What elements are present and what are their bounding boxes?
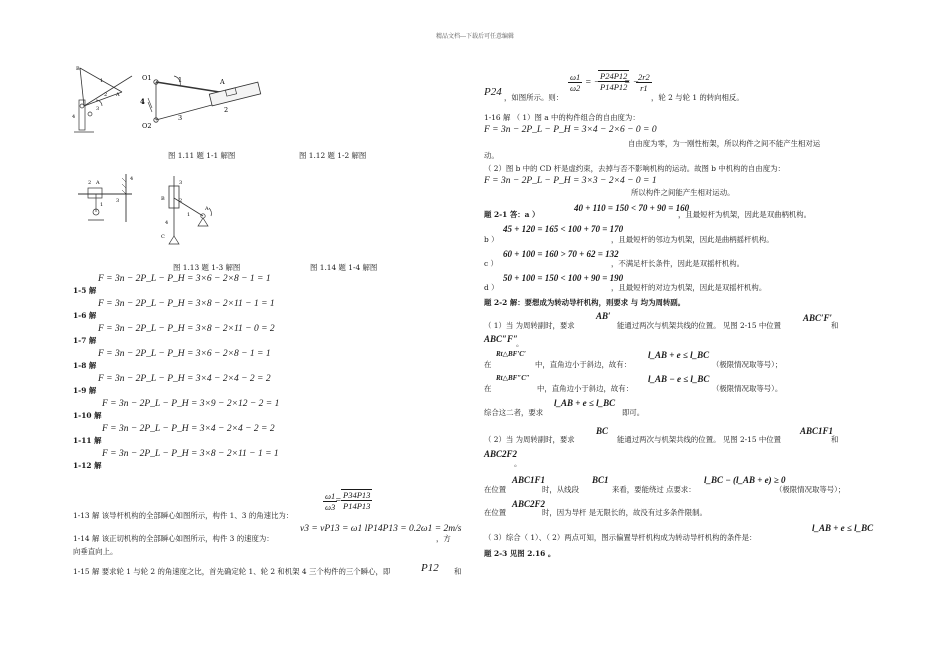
- formula-1-5: F = 3n − 2P_L − P_H = 3×6 − 2×8 − 1 = 1: [98, 274, 271, 284]
- q21-text-d: ，且最短杆的对边为机架，因此是双摇杆机构。: [611, 283, 767, 292]
- q22-line4-formula: l_AB + e ≤ l_BC: [554, 398, 616, 408]
- q22-line3-symbol: Rt△BF″C″: [496, 374, 530, 382]
- formula-1-9: F = 3n − 2P_L − P_H = 3×4 − 2×4 − 2 = 2: [98, 374, 271, 384]
- q21-title: 题 2-1 答：a ）: [484, 210, 540, 219]
- figure-1-13-label-1: 1: [100, 202, 104, 208]
- figure-1-13-label-3: 3: [116, 198, 120, 204]
- figure-1-14-label-c: C: [161, 234, 165, 240]
- q22-line8-a: （ 3）综合（ 1）、（ 2）两点可知，图示偏置导杆机构成为转动导杆机构的条件是：: [484, 533, 757, 542]
- page-header: 精品文档---下载后可任意编辑: [435, 33, 515, 40]
- q22-line7-b: 时，因为导杆 是无限长的，故没有过多条件限制。: [542, 508, 707, 517]
- label-1-8: 1-8 解: [73, 361, 97, 370]
- figure-1-12-label-3: 3: [178, 114, 183, 122]
- q15-symbol-p12: P12: [421, 562, 439, 574]
- q22-p2-symbol: BC: [596, 426, 609, 436]
- q22-line6-symbol: ABC1F1: [512, 475, 546, 485]
- label-1-10: 1-10 解: [73, 411, 102, 420]
- q14-line2: 向垂直向上。: [73, 547, 118, 556]
- q13-text: 1-13 解 该导杆机构的全部瞬心如图所示，构件 1、3 的角速比为：: [73, 511, 294, 520]
- figure-1-11-label-2: 2: [104, 92, 108, 98]
- q16-formula-a: F = 3n − 2P_L − P_H = 3×4 − 2×6 − 0 = 0: [484, 125, 657, 135]
- q22-line7-a: 在位置: [484, 508, 507, 517]
- figure-1-11-label-3: 3: [96, 106, 100, 112]
- figure-1-12-label-2: 2: [224, 106, 229, 114]
- figure-1-14-diagram: [155, 172, 221, 246]
- formula-1-7: F = 3n − 2P_L − P_H = 3×8 − 2×11 − 0 = 2: [98, 324, 275, 334]
- q22-line6-symbol-2: BC1: [592, 475, 609, 485]
- q22-line2-formula: l_AB + e ≤ l_BC: [648, 350, 710, 360]
- figure-1-12-diagram: [138, 68, 268, 130]
- r-top-fraction-r: $\frac{2r2}{r1}$: [638, 72, 650, 94]
- figure-1-13-label-a: A: [96, 180, 100, 186]
- formula-1-8: F = 3n − 2P_L − P_H = 3×6 − 2×8 − 1 = 1: [98, 349, 271, 359]
- q16-text-1b: 动。: [484, 151, 499, 160]
- q21-label-b: b ）: [484, 235, 499, 244]
- q21-text-a: ，且最短杆为机架，因此是双曲柄机构。: [678, 210, 812, 219]
- q16-title: 1-16 解 （ 1）图 a 中的构件组合的自由度为：: [484, 113, 640, 122]
- q22-p1-position-1: ABC′F′: [803, 313, 833, 323]
- figure-1-14-label-a: A: [205, 206, 209, 212]
- q22-p1-text-a: （ 1）当 为周转副时，要求: [484, 321, 575, 330]
- q22-p2-text-a: （ 2）当 为周转副时，要求: [484, 435, 575, 444]
- figure-1-12-label-o1: O1: [142, 74, 152, 82]
- label-1-7: 1-7 解: [73, 336, 97, 345]
- q22-line3-formula: l_AB − e ≤ l_BC: [648, 374, 710, 384]
- figure-1-14-caption: 图 1.14 题 1-4 解图: [310, 263, 378, 272]
- figure-1-11-diagram: [70, 62, 140, 138]
- figure-1-12-label-1: 1: [178, 76, 183, 84]
- q14-text: 1-14 解 该正切机构的全部瞬心如图所示，构件 3 的速度为：: [73, 534, 274, 543]
- q21-formula-a: 40 + 110 = 150 < 70 + 90 = 160: [574, 203, 690, 213]
- q21-text-b: ，且最短杆的邻边为机架，因此是曲柄摇杆机构。: [611, 235, 774, 244]
- q16-text-1: 自由度为零，为一刚性桁架，所以构件之间不能产生相对运: [628, 139, 821, 148]
- q22-line6-c: 来看，要能绕过 点要求：: [612, 485, 696, 494]
- q22-line2-a: 在: [484, 360, 492, 369]
- q22-line6-formula: l_BC − (l_AB + e) ≥ 0: [704, 475, 786, 485]
- figure-1-14-label-4: 4: [165, 220, 169, 226]
- q22-line3-c: （极限情况取等号）。: [712, 384, 783, 393]
- r-top-symbol-p24: P24: [484, 86, 502, 98]
- label-1-11: 1-11 解: [73, 436, 102, 445]
- q22-p2-and: 和: [831, 435, 839, 444]
- q22-line6-a: 在位置: [484, 485, 507, 494]
- q21-label-c: c ）: [484, 259, 498, 268]
- r-top-tail: ，轮 2 与轮 1 的转向相反。: [651, 93, 744, 102]
- formula-1-6: F = 3n − 2P_L − P_H = 3×8 − 2×11 − 1 = 1: [98, 299, 275, 309]
- figure-1-14-label-2: 2: [179, 198, 183, 204]
- figure-1-11-label-a: A: [116, 92, 120, 98]
- label-1-9: 1-9 解: [73, 386, 97, 395]
- figure-1-12-label-o2: O2: [142, 122, 152, 130]
- figure-1-11-label-b: B: [76, 66, 80, 72]
- q21-formula-b: 45 + 120 = 165 < 100 + 70 = 170: [503, 224, 624, 234]
- q21-text-c: ，不满足杆长条件，因此是双摇杆机构。: [611, 259, 745, 268]
- q22-p1-symbol: AB′: [596, 311, 611, 321]
- q22-line7-symbol: ABC2F2: [512, 499, 546, 509]
- q14-tail: ，方: [436, 534, 451, 543]
- r-top-fraction-omega: $\frac{\omega 1}{\omega 2}$: [570, 72, 581, 94]
- formula-1-10: F = 3n − 2P_L − P_H = 3×9 − 2×12 − 2 = 1: [102, 399, 280, 409]
- q14-formula: v3 = vP13 = ω1 lP14P13 = 0.2ω1 = 2m/s: [300, 524, 462, 534]
- formula-1-11: F = 3n − 2P_L − P_H = 3×4 − 2×4 − 2 = 2: [102, 424, 275, 434]
- figure-1-14-label-1: 1: [187, 212, 191, 218]
- q21-formula-c: 60 + 100 = 160 > 70 + 62 = 132: [503, 249, 619, 259]
- q22-line2-c: （极限情况取等号）；: [712, 360, 783, 369]
- figure-1-12-label-4: 4: [140, 97, 145, 106]
- q15-text: 1-15 解 要求轮 1 与轮 2 的角速度之比，首先确定轮 1、轮 2 和机架 4 三个构件的三个瞬心，即: [73, 567, 391, 576]
- q22-p1-position-2: ABC″F″: [484, 334, 518, 344]
- q22-p1-text-b: 能通过两次与机架共线的位置。 见图 2-15 中位置: [617, 321, 782, 330]
- q22-p2-position-1: ABC1F1: [800, 426, 834, 436]
- figure-1-11-caption: 图 1.11 题 1-1 解图: [168, 151, 236, 160]
- figure-1-14-label-b: B: [161, 196, 165, 202]
- q22-p2-text-b: 能通过两次与机架共线的位置。 见图 2-15 中位置: [617, 435, 782, 444]
- figure-1-14-label-3: 3: [179, 180, 183, 186]
- q22-line6-b: 时，从线段: [542, 485, 579, 494]
- q22-p1-and: 和: [831, 321, 839, 330]
- r-top-text: ，如图所示。则：: [504, 93, 564, 102]
- figure-1-12-label-a: A: [220, 78, 225, 86]
- q21-formula-d: 50 + 100 = 150 < 100 + 90 = 190: [503, 273, 624, 283]
- q16-text-2: （ 2）图 b 中的 CD 杆是虚约束，去掉与否不影响机构的运动。故图 b 中机构的自由度为：: [484, 164, 785, 173]
- label-1-5: 1-5 解: [73, 286, 97, 295]
- q23-title: 题 2-3 见图 2.16 。: [484, 549, 556, 558]
- formula-1-12: F = 3n − 2P_L − P_H = 3×8 − 2×11 − 1 = 1: [102, 449, 279, 459]
- q16-formula-b: F = 3n − 2P_L − P_H = 3×3 − 2×4 − 0 = 1: [484, 176, 657, 186]
- figure-1-13-label-4: 4: [130, 176, 134, 182]
- q22-title: 题 2-2 解：要想成为转动导杆机构，则要求 与 均为周转副。: [484, 298, 686, 307]
- q22-p1-end: 。: [516, 339, 524, 348]
- q21-label-d: d ）: [484, 283, 499, 292]
- figure-1-11-label-4: 4: [72, 114, 76, 120]
- r-top-equals-2: = −: [624, 78, 640, 88]
- q22-line3-b: 中，直角边小于斜边，故有：: [537, 384, 634, 393]
- q22-line4-b: 即可。: [622, 408, 645, 417]
- figure-1-13-caption: 图 1.13 题 1-3 解图: [173, 263, 241, 272]
- q13-fraction-p: $\frac{P34P13}{P14P13}$: [343, 490, 371, 512]
- figure-1-13-diagram: [74, 172, 142, 230]
- q22-line3-a: 在: [484, 384, 492, 393]
- q22-line8-formula: l_AB + e ≤ l_BC: [812, 523, 874, 533]
- q13-equals: =: [335, 496, 342, 506]
- q22-line2-symbol: Rt△BF′C′: [496, 350, 526, 358]
- q15-tail: 和: [454, 567, 462, 576]
- r-top-equals: = −: [585, 78, 601, 88]
- q13-fraction-omega: $\frac{\omega 1}{\omega 3}$: [325, 491, 336, 513]
- q22-line2-b: 中，直角边小于斜边，故有：: [535, 360, 632, 369]
- q16-text-3: 所以构件之间能产生相对运动。: [631, 188, 735, 197]
- q22-line4-a: 综合这二者，要求: [484, 408, 544, 417]
- q22-p2-position-2: ABC2F2: [484, 449, 518, 459]
- q22-line6-d: （极限情况取等号）；: [775, 485, 846, 494]
- figure-1-11-label-1: 1: [100, 78, 104, 84]
- label-1-6: 1-6 解: [73, 311, 97, 320]
- label-1-12: 1-12 解: [73, 461, 102, 470]
- figure-1-12-caption: 图 1.12 题 1-2 解图: [299, 151, 367, 160]
- q22-p2-end: 。: [514, 459, 522, 468]
- r-top-fraction-p: $\frac{P24P12}{P14P12}$: [600, 71, 628, 93]
- figure-1-13-label-2: 2: [88, 180, 92, 186]
